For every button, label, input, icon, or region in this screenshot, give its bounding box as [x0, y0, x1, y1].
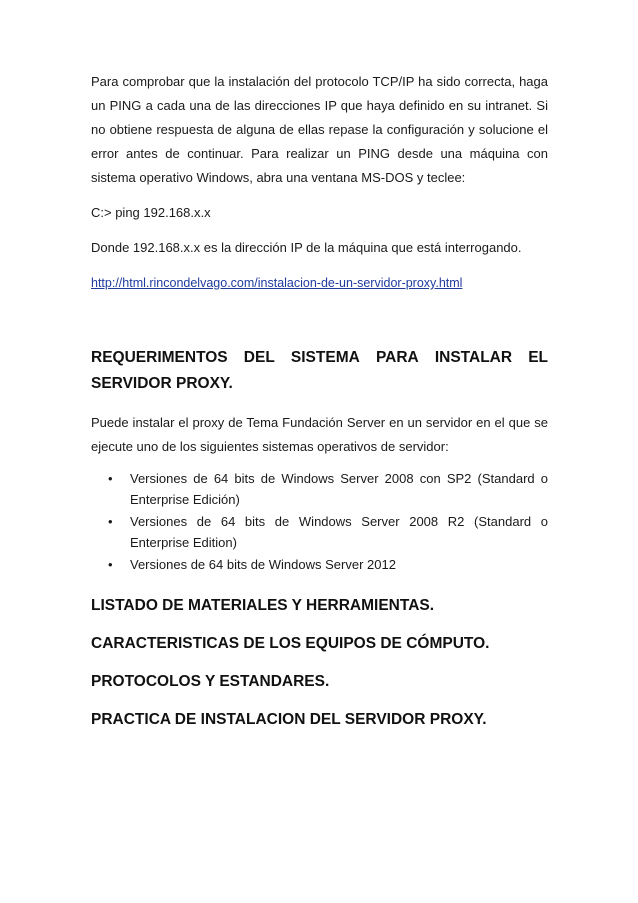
- bullet-icon: •: [108, 471, 113, 486]
- requirements-word: PARA: [375, 349, 419, 366]
- document-page: [91, 70, 548, 733]
- ping-command: C:> ping 192.168.x.x: [91, 205, 211, 220]
- bullet-icon: •: [108, 557, 113, 572]
- requirements-word: DEL: [243, 349, 275, 366]
- list-item-text: Versiones de 64 bits de Windows Server 2008 con SP2 (Standard o Enterprise Edición): [130, 471, 548, 507]
- list-item: [105, 468, 548, 510]
- requirements-heading-line-2: SERVIDOR PROXY.: [91, 375, 233, 392]
- requirements-heading: [91, 345, 548, 397]
- list-item: [105, 554, 548, 575]
- list-item: [105, 511, 548, 553]
- os-list: [91, 468, 548, 575]
- source-link[interactable]: http://html.rincondelvago.com/instalacion-de-un-servidor-proxy.html: [91, 276, 463, 290]
- list-item-text: Versiones de 64 bits de Windows Server 2012: [130, 557, 396, 572]
- practice-heading: PRACTICA DE INSTALACION DEL SERVIDOR PROXY.: [91, 711, 487, 728]
- bullet-icon: •: [108, 514, 113, 529]
- requirements-word: INSTALAR: [434, 349, 513, 366]
- requirements-word: EL: [528, 349, 548, 366]
- requirements-word: REQUERIMENTOS: [91, 349, 228, 366]
- protocols-heading: PROTOCOLOS Y ESTANDARES.: [91, 673, 330, 690]
- intro-paragraph: Para comprobar que la instalación del protocolo TCP/IP ha sido correcta, haga un PING a cada una de las direcciones IP que haya definido en su intranet. Si no obtiene respuesta de alguna de ellas repase la configuración y solucione el error antes de continuar. Para realizar un PING desde una máquina con sistema operativo Windows, abra una ventana MS-DOS y teclee:: [91, 74, 548, 185]
- os-intro-paragraph: Puede instalar el proxy de Tema Fundación Server en un servidor en el que se ejecute uno de los siguientes sistemas operativos de servidor:: [91, 415, 548, 454]
- list-item-text: Versiones de 64 bits de Windows Server 2008 R2 (Standard o Enterprise Edition): [130, 514, 548, 550]
- requirements-word: SISTEMA: [290, 349, 360, 366]
- equipment-heading: CARACTERISTICAS DE LOS EQUIPOS DE CÓMPUTO.: [91, 635, 490, 652]
- requirements-heading-line-1: [91, 345, 548, 371]
- materials-heading: LISTADO DE MATERIALES Y HERRAMIENTAS.: [91, 597, 435, 614]
- explanation-paragraph: Donde 192.168.x.x es la dirección IP de la máquina que está interrogando.: [91, 240, 522, 255]
